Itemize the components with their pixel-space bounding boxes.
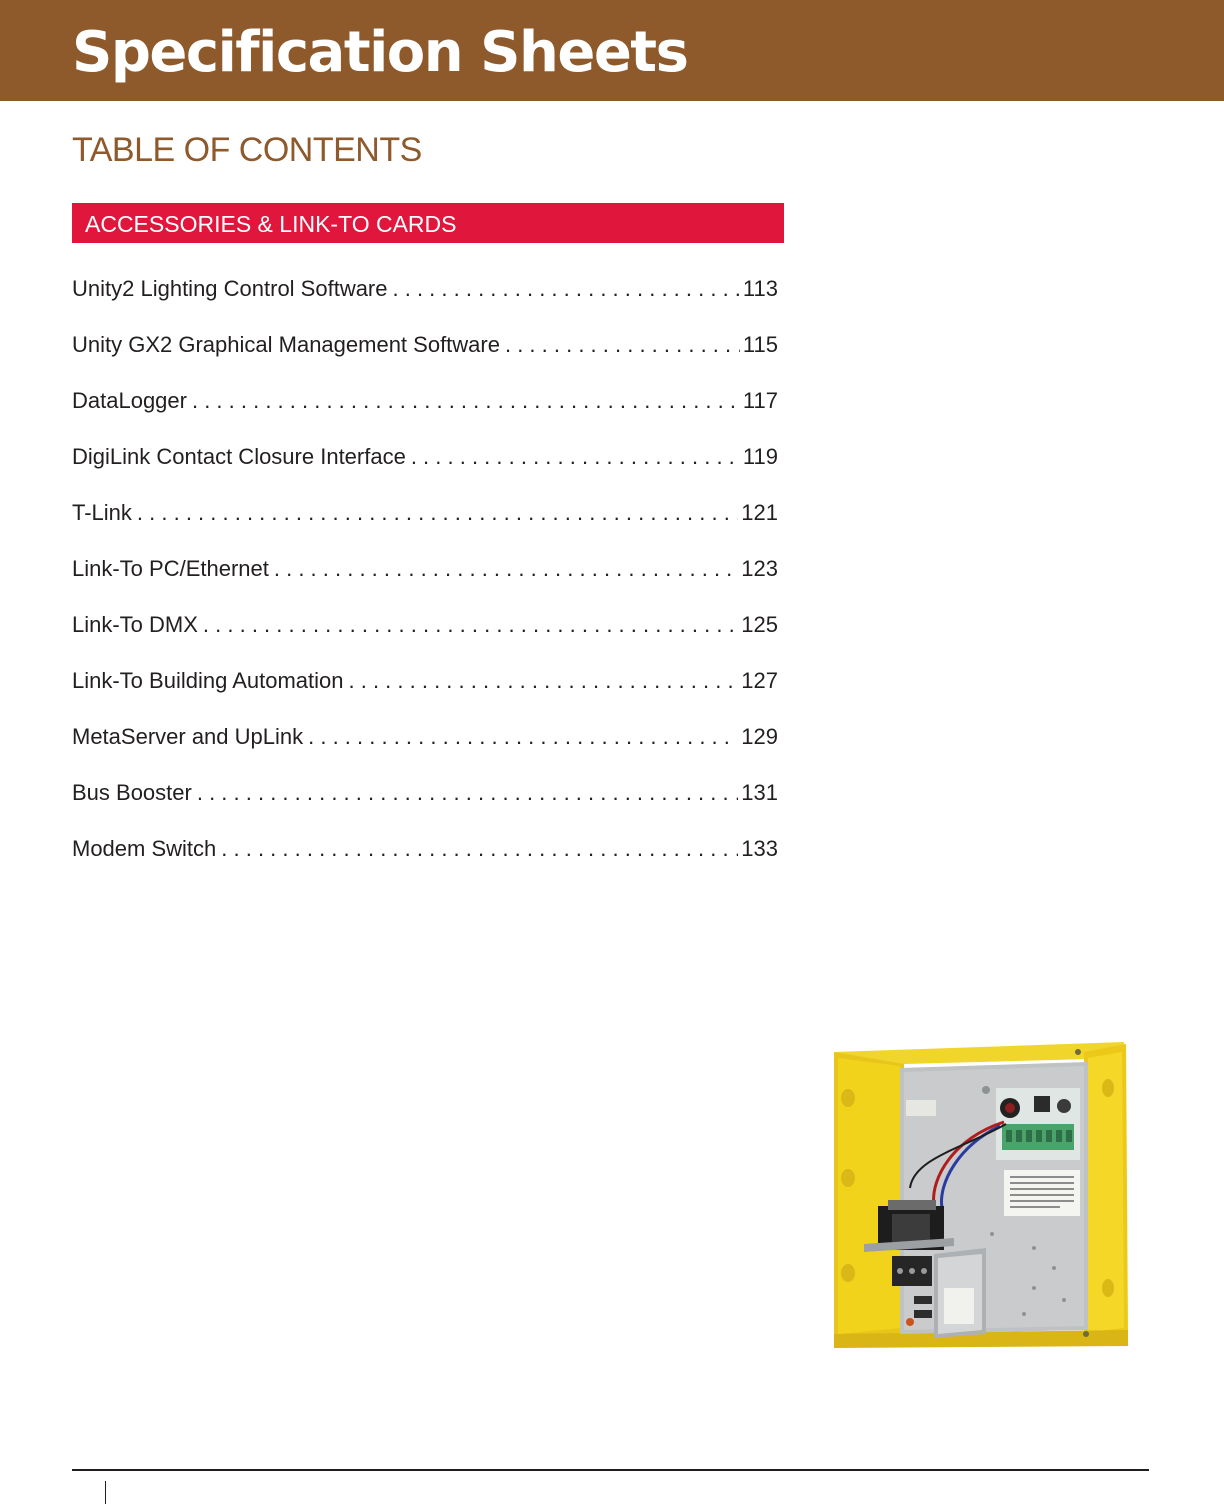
dot-leader <box>308 718 738 756</box>
toc-entry-page: 133 <box>741 836 778 861</box>
toc-entry-page: 121 <box>741 500 778 525</box>
footer-rule <box>72 1469 1149 1471</box>
toc-entry-page: 129 <box>741 724 778 749</box>
toc-entry-page: 127 <box>741 668 778 693</box>
toc-entry[interactable] <box>72 830 778 886</box>
dot-leader <box>221 830 738 868</box>
dot-leader <box>274 550 738 588</box>
toc-entry[interactable] <box>72 606 778 662</box>
toc-entry-title: Unity2 Lighting Control Software <box>72 276 388 301</box>
toc-entry-title: Unity GX2 Graphical Management Software <box>72 332 500 357</box>
toc-entry-page: 117 <box>742 388 778 413</box>
toc-entry-title: Link-To PC/Ethernet <box>72 556 269 581</box>
toc-entry-title: Link-To DMX <box>72 612 198 637</box>
section-label: ACCESSORIES & LINK-TO CARDS <box>85 211 457 237</box>
header-band <box>0 0 1224 101</box>
dot-leader <box>411 438 740 476</box>
toc-entry-page: 125 <box>741 612 778 637</box>
toc-entry[interactable] <box>72 438 778 494</box>
dot-leader <box>197 774 738 812</box>
toc-entry-page: 119 <box>742 444 778 469</box>
toc-entry[interactable] <box>72 550 778 606</box>
toc-entry-title: Bus Booster <box>72 780 192 805</box>
toc-entry[interactable] <box>72 662 778 718</box>
toc-entry-page: 115 <box>742 332 778 357</box>
toc-entry-page: 113 <box>742 276 778 301</box>
toc-entry[interactable] <box>72 382 778 438</box>
dot-leader <box>505 326 740 364</box>
toc-entry[interactable] <box>72 326 778 382</box>
dot-leader <box>192 382 740 420</box>
toc-entry[interactable] <box>72 270 778 326</box>
enclosure-photo-icon <box>834 1038 1132 1348</box>
toc-entry-page: 123 <box>741 556 778 581</box>
footer-page-divider <box>105 1481 106 1504</box>
dot-leader <box>349 662 739 700</box>
toc-entry-title: DataLogger <box>72 388 187 413</box>
dot-leader <box>203 606 738 644</box>
toc-list <box>72 270 778 886</box>
section-bar <box>72 203 784 243</box>
toc-entry-title: Modem Switch <box>72 836 217 861</box>
page-title: Specification Sheets <box>72 20 688 85</box>
toc-entry[interactable] <box>72 718 778 774</box>
toc-entry-page: 131 <box>741 780 778 805</box>
toc-entry-title: MetaServer and UpLink <box>72 724 304 749</box>
toc-entry[interactable] <box>72 774 778 830</box>
toc-heading: TABLE OF CONTENTS <box>72 131 422 169</box>
toc-entry-title: T-Link <box>72 500 132 525</box>
dot-leader <box>137 494 738 532</box>
toc-entry-title: DigiLink Contact Closure Interface <box>72 444 406 469</box>
dot-leader <box>393 270 740 308</box>
toc-entry[interactable] <box>72 494 778 550</box>
toc-entry-title: Link-To Building Automation <box>72 668 344 693</box>
